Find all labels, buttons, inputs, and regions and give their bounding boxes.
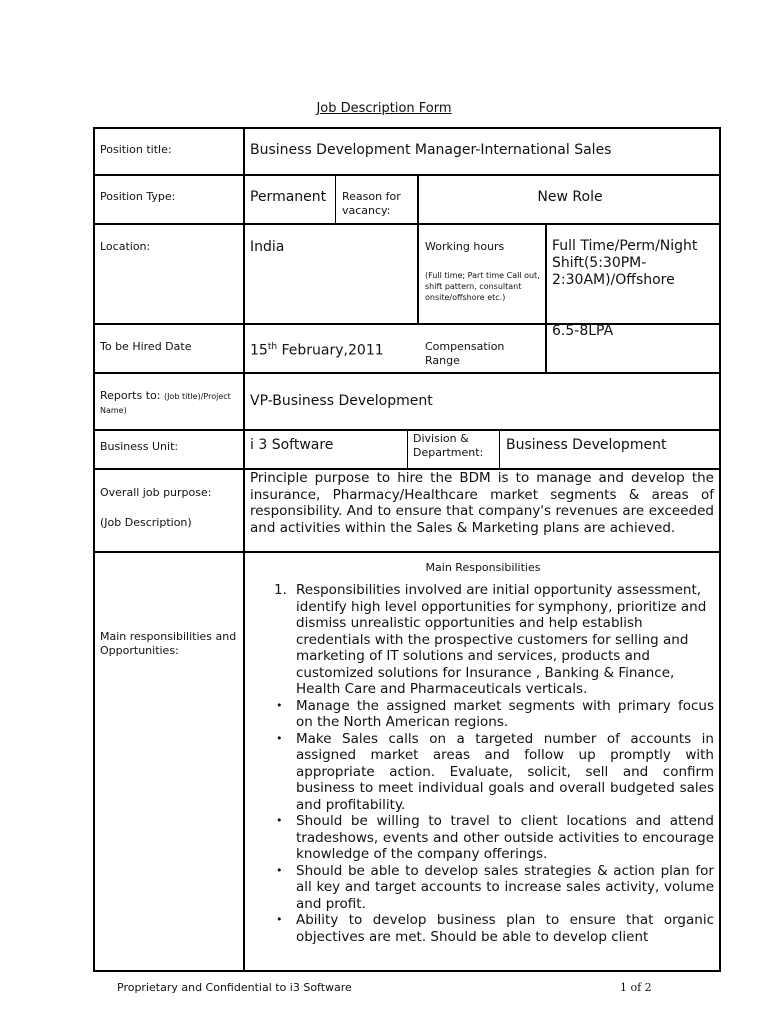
responsibilities-heading: Main Responsibilities xyxy=(425,561,541,574)
division-label: Division & Department: xyxy=(413,432,484,459)
list-item: • Should be able to develop sales strategies & action plan for all key and target accounts to increase sales activity, volume and profit. xyxy=(276,862,714,912)
working-hours-note: (Full time; Part time Call out, shift pattern, consultant onsite/offshore etc.) xyxy=(425,271,540,302)
reports-to-value: VP-Business Development xyxy=(250,393,433,409)
position-title-value: Business Development Manager-International Sales xyxy=(250,142,612,158)
reason-for-vacancy-label: Reason for vacancy: xyxy=(342,190,401,217)
reason-for-vacancy-value: New Role xyxy=(537,189,603,205)
job-purpose-text: Principle purpose to hire the BDM is to manage and develop the insurance, Pharmacy/Healthcare market segments & areas of responsibility. And to ensure that company's revenues are exceeded and activities within the Sales & Marketing plans are achieved. xyxy=(250,470,714,536)
job-purpose-sublabel: (Job Description) xyxy=(100,516,192,529)
responsibilities-list xyxy=(248,582,714,945)
position-type-label: Position Type: xyxy=(100,190,176,203)
hired-date-value: 15th February,2011 xyxy=(250,342,384,359)
working-hours-label: Working hours xyxy=(425,240,505,253)
position-title-label: Position title: xyxy=(100,143,172,156)
footer-page-number: 1 of 2 xyxy=(620,981,652,994)
hired-date-label: To be Hired Date xyxy=(100,340,192,353)
list-item: • Ability to develop business plan to ensure that organic objectives are met. Should be able to develop client xyxy=(276,912,714,945)
job-purpose-label: Overall job purpose: xyxy=(100,486,212,499)
business-unit-value: i 3 Software xyxy=(250,437,334,453)
location-value: India xyxy=(250,239,285,255)
list-item: 1. Responsibilities involved are initial opportunity assessment, identify high level opportunities for symphony, prioritize and dismiss unrealistic opportunities and help establish credentials with the prospective customers for selling and marketing of IT solutions and services, products and customized solutions for Insurance , Banking & Finance, Health Care and Pharmaceuticals verticals. xyxy=(274,582,707,697)
list-item: • Make Sales calls on a targeted number of accounts in assigned market areas and follow up promptly with appropriate action. Evaluate, solicit, sell and confirm business to meet individual goals and overall budgeted sales and profitability. xyxy=(276,730,714,813)
position-type-value: Permanent xyxy=(250,189,327,205)
business-unit-label: Business Unit: xyxy=(100,440,179,453)
footer-confidential: Proprietary and Confidential to i3 Software xyxy=(117,981,352,994)
list-item: • Should be willing to travel to client locations and attend tradeshows, events and other outside activities to encourage knowledge of the company offerings. xyxy=(276,813,714,862)
compensation-label: Compensation Range xyxy=(425,340,505,367)
page-title: Job Description Form xyxy=(316,101,452,116)
list-item: • Manage the assigned market segments with primary focus on the North American regions. xyxy=(276,697,714,730)
division-value: Business Development xyxy=(506,437,667,453)
location-label: Location: xyxy=(100,240,151,253)
compensation-value: 6.5-8LPA xyxy=(552,323,614,339)
reports-to-label: Reports to: (Job title)/Project Name) xyxy=(100,389,231,415)
responsibilities-label: Main responsibilities and Opportunities: xyxy=(100,630,237,657)
working-hours-value: Full Time/Perm/Night Shift(5:30PM-2:30AM)/Offshore xyxy=(552,238,698,288)
